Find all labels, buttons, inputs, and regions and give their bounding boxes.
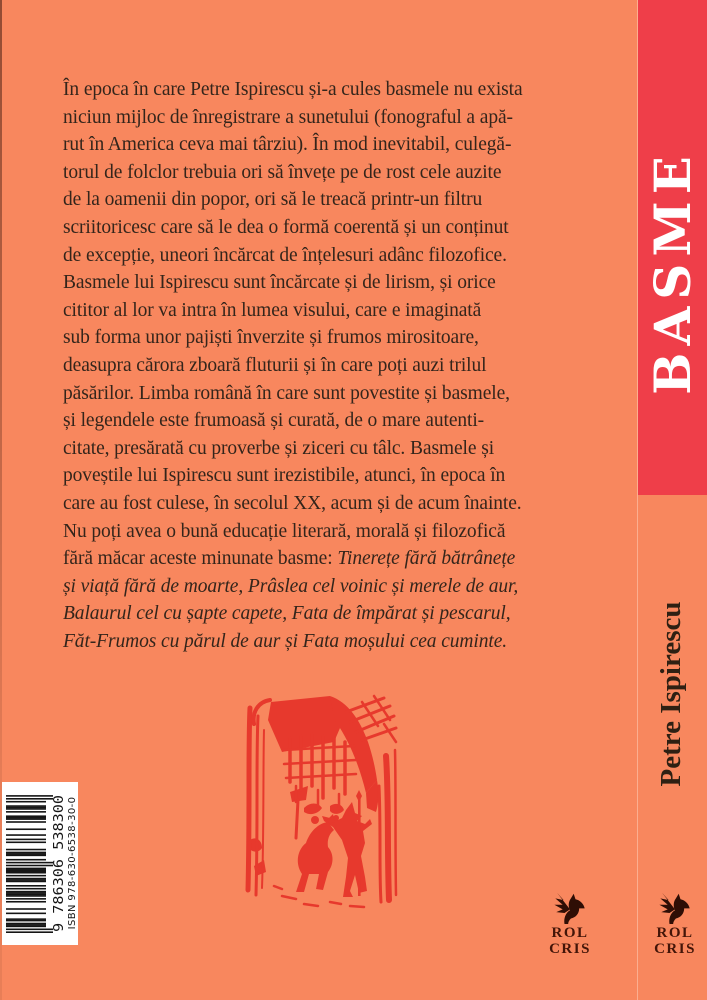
- barcode-number: 9 786306 538300: [52, 814, 67, 932]
- barcode-bars: [6, 795, 53, 933]
- body-text-line: de excepție, uneori încărcat de înțelesuri adânc filozofice.: [63, 244, 507, 266]
- body-text-line: poveștile lui Ispirescu sunt irezistibile, atunci, în epoca în: [63, 465, 506, 487]
- body-text-line: fără măcar aceste minunate basme: Tinerețe fără bătrânețe: [63, 548, 516, 570]
- publisher-name-line2: CRIS: [654, 941, 696, 957]
- woodcut-illustration: [238, 690, 402, 912]
- publisher-logo-spine: [643, 891, 707, 957]
- publisher-name-line1: ROL: [656, 925, 694, 941]
- body-text-line: și legendele este frumoasă și curată, de o mare autenti-: [63, 410, 485, 432]
- body-text-line: deasupra cărora zboară fluturii și în care poți auzi trilul: [63, 354, 487, 376]
- body-text-line: sub forma unor pajiști înverzite și frumos mirositoare,: [63, 327, 479, 349]
- publisher-logo-back: [538, 891, 602, 957]
- spine-author-text: Petre Ispirescu: [654, 601, 687, 787]
- body-text-line: Nu poți avea o bună educație literară, morală și filozofică: [63, 520, 506, 542]
- spine-title-text: BASME: [642, 149, 702, 395]
- barcode-rotated-content: [3, 788, 77, 938]
- body-text-line: Făt-Frumos cu părul de aur și Fata moșului cea cuminte.: [63, 630, 508, 652]
- body-text-line: de la oamenii din popor, ori să le treacă printr-un filtru: [63, 189, 483, 211]
- body-text-line: rut în America ceva mai târziu). În mod inevitabil, culegă-: [63, 134, 512, 156]
- body-text-line: cititor al lor va intra în lumea visului, care e imaginată: [63, 299, 482, 321]
- isbn-text: ISBN 978-630-6538-30-0: [67, 796, 77, 930]
- body-text-line: Basmele lui Ispirescu sunt încărcate și de lirism, și orice: [63, 272, 496, 294]
- woodcut-scene-icon: [238, 690, 402, 912]
- body-text-line: care au fost culese, în secolul XX, acum și de acum înainte.: [63, 492, 522, 514]
- isbn-barcode: [2, 782, 78, 945]
- back-cover-text: [63, 76, 603, 655]
- body-text-line: păsărilor. Limba română în care sunt povestite și basmele,: [63, 382, 510, 404]
- body-text-line: și viață fără de moarte, Prâslea cel voinic și merele de aur,: [63, 575, 519, 597]
- pegasus-icon: [551, 891, 589, 924]
- pegasus-icon: [656, 891, 694, 924]
- spine-title: [637, 122, 707, 422]
- body-text-line: Balaurul cel cu șapte capete, Fata de împărat și pescarul,: [63, 603, 511, 625]
- body-text-line: scriitoricesc care să le dea o formă coerentă și un conținut: [63, 216, 509, 238]
- spine-author: [649, 579, 693, 809]
- body-text-line: În epoca în care Petre Ispirescu și-a cules basmele nu exista: [63, 79, 523, 100]
- publisher-name-line1: ROL: [551, 925, 589, 941]
- body-text-line: torul de folclor trebuia ori să învețe pe de rost cele auzite: [63, 161, 502, 183]
- body-text-line: citate, presărată cu proverbe și ziceri cu tâlc. Basmele și: [63, 437, 495, 459]
- body-text-line: niciun mijloc de înregistrare a sunetului (fonograful a apă-: [63, 106, 513, 128]
- publisher-name-line2: CRIS: [549, 941, 591, 957]
